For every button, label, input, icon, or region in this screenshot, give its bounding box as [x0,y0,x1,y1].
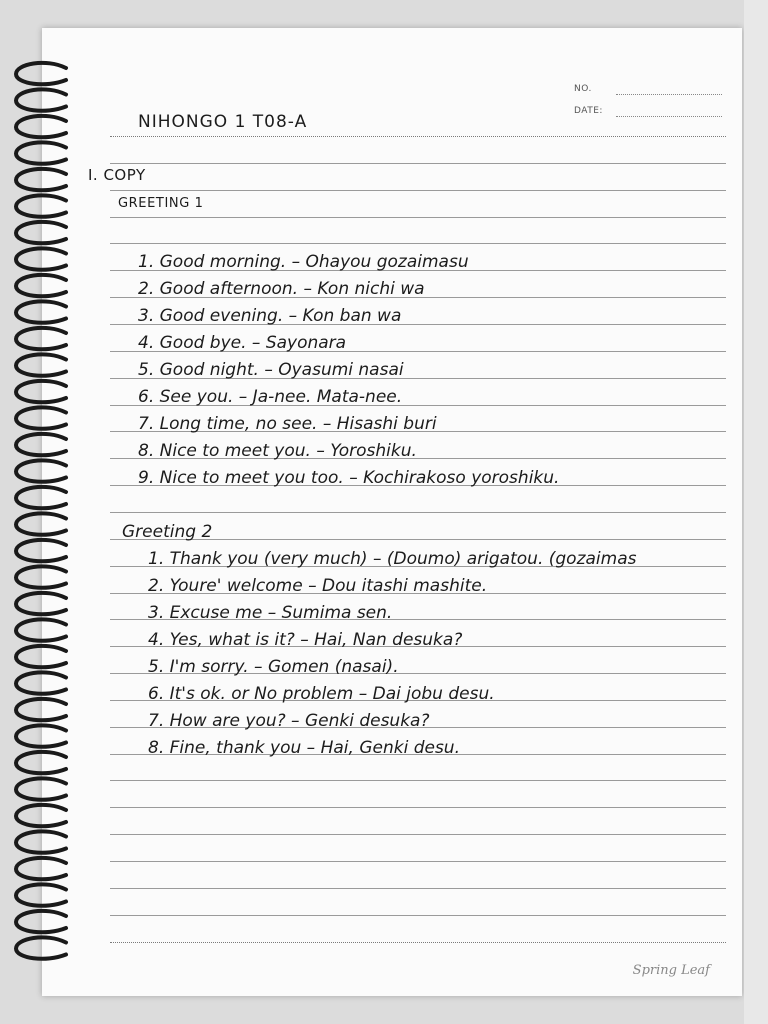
spiral-coil [16,116,66,137]
ruled-line [110,217,726,218]
ruled-line [110,807,726,808]
spiral-coil [16,301,66,322]
ruled-line [110,834,726,835]
ruled-line [110,136,726,137]
list-item: 1. Good morning. – Ohayou gozaimasu [138,252,469,272]
spiral-coil [16,778,66,799]
spiral-coil [16,884,66,905]
page-edge [744,0,768,1024]
list-item: 7. How are you? – Genki desuka? [148,711,430,731]
ruled-line [110,243,726,244]
greeting1-heading: GREETING 1 [118,196,204,211]
spiral-coil [16,460,66,481]
spiral-coil [16,63,66,84]
spiral-coil [16,487,66,508]
date-line [616,116,722,117]
list-item: 8. Fine, thank you – Hai, Genki desu. [148,738,460,758]
list-item: 5. I'm sorry. – Gomen (nasai). [148,657,399,677]
list-item: 2. Youre' welcome – Dou itashi mashite. [148,576,488,596]
greeting2-heading: Greeting 2 [122,522,213,542]
spiral-coil [16,619,66,640]
section-heading: I. COPY [88,166,146,184]
spiral-coil [16,328,66,349]
list-item: 4. Yes, what is it? – Hai, Nan desuka? [148,630,463,650]
no-line [616,94,722,95]
spiral-coil [16,805,66,826]
page-title: NIHONGO 1 T08-A [138,112,308,132]
list-item: 3. Excuse me – Sumima sen. [148,603,393,623]
no-label: NO. [574,84,592,94]
list-item: 4. Good bye. – Sayonara [138,333,347,353]
spiral-coil [16,699,66,720]
list-item: 2. Good afternoon. – Kon nichi wa [138,279,425,299]
ruled-line [110,942,726,943]
spiral-coil [16,407,66,428]
spiral-coil [16,725,66,746]
spiral-coil [16,566,66,587]
date-label: DATE: [574,106,603,116]
list-item: 6. See you. – Ja-nee. Mata-nee. [138,387,403,407]
spiral-coil [16,222,66,243]
spiral-coil [16,89,66,110]
ruled-line [110,512,726,513]
spiral-coil [16,142,66,163]
list-item: 8. Nice to meet you. – Yoroshiku. [138,441,417,461]
list-item: 7. Long time, no see. – Hisashi buri [138,414,437,434]
brand-label: Spring Leaf [632,963,710,978]
list-item: 6. It's ok. or No problem – Dai jobu desu. [148,684,495,704]
spiral-coil [16,831,66,852]
ruled-line [110,861,726,862]
ruled-line [110,190,726,191]
spiral-coil [16,381,66,402]
spiral-binding [8,58,78,978]
spiral-coil [16,911,66,932]
list-item: 3. Good evening. – Kon ban wa [138,306,402,326]
ruled-lines [110,0,726,1024]
spiral-coil [16,195,66,216]
spiral-coil [16,169,66,190]
list-item: 5. Good night. – Oyasumi nasai [138,360,404,380]
ruled-line [110,888,726,889]
spiral-coil [16,540,66,561]
ruled-line [110,780,726,781]
spiral-coil [16,354,66,375]
spiral-coil [16,275,66,296]
ruled-line [110,915,726,916]
spiral-coil [16,434,66,455]
spiral-coil [16,248,66,269]
spiral-coil [16,858,66,879]
list-item: 9. Nice to meet you too. – Kochirakoso yoroshiku. [138,468,560,488]
spiral-coil [16,513,66,534]
spiral-coil [16,937,66,958]
spiral-coil [16,672,66,693]
spiral-coil [16,752,66,773]
spiral-coil [16,593,66,614]
list-item: 1. Thank you (very much) – (Doumo) arigatou. (gozaimas [148,549,637,569]
spiral-coil [16,646,66,667]
ruled-line [110,163,726,164]
